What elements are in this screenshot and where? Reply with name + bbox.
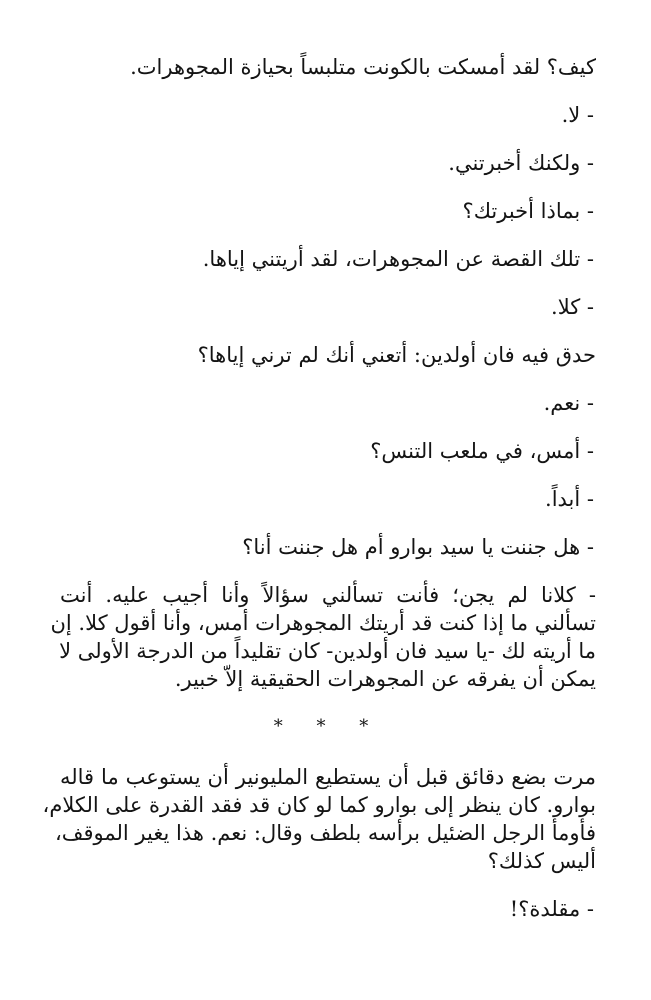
dialogue-line: - نعم. (543, 391, 594, 415)
paragraph-explanation (50, 581, 596, 693)
dialogue-line: - أبداً. (545, 487, 594, 511)
section-separator: * * * (273, 716, 383, 737)
dialogue-line: - هل جننت يا سيد بوارو أم هل جننت أنا؟ (242, 535, 594, 559)
dialogue-line: - لا. (561, 103, 594, 127)
paragraph-line: ما أريته لك -يا سيد فان أولدين- كان تقليداً من الدرجة الأولى لا (59, 639, 596, 663)
paragraph-line: - كلانا لم يجن؛ فأنت تسألني سؤالاً وأنا أجيب عليه. أنت (60, 583, 596, 607)
dialogue-line: - مقلدة؟! (509, 897, 594, 921)
paragraph-line: تسألني ما إذا كنت قد أريتك المجوهرات أمس، وأنا أقول كلا. إن (50, 611, 596, 635)
paragraph-narration (42, 763, 596, 875)
dialogue-line: - تلك القصة عن المجوهرات، لقد أريتني إياها. (202, 247, 594, 271)
paragraph-line: بوارو. كان ينظر إلى بوارو كما لو كان قد فقد القدرة على الكلام، (42, 793, 596, 817)
dialogue-line: - ولكنك أخبرتني. (448, 151, 594, 175)
dialogue-line: - بماذا أخبرتك؟ (462, 199, 594, 223)
dialogue-line: - أمس، في ملعب التنس؟ (370, 439, 594, 463)
paragraph-line: يمكن أن يفرقه عن المجوهرات الحقيقية إلاّ خبير. (174, 667, 596, 691)
paragraph-line: مرت بضع دقائق قبل أن يستطيع المليونير أن يستوعب ما قاله (60, 765, 596, 789)
paragraph-line: أليس كذلك؟ (487, 849, 596, 873)
text-line: حدق فيه فان أولدين: أتعني أنك لم ترني إياها؟ (197, 343, 596, 367)
paragraph-line: فأومأ الرجل الضئيل برأسه بلطف وقال: نعم. هذا يغير الموقف، (54, 821, 596, 845)
dialogue-line: - كلا. (551, 295, 594, 319)
book-page (42, 53, 596, 923)
text-line: كيف؟ لقد أمسكت بالكونت متلبساً بحيازة المجوهرات. (130, 55, 596, 79)
